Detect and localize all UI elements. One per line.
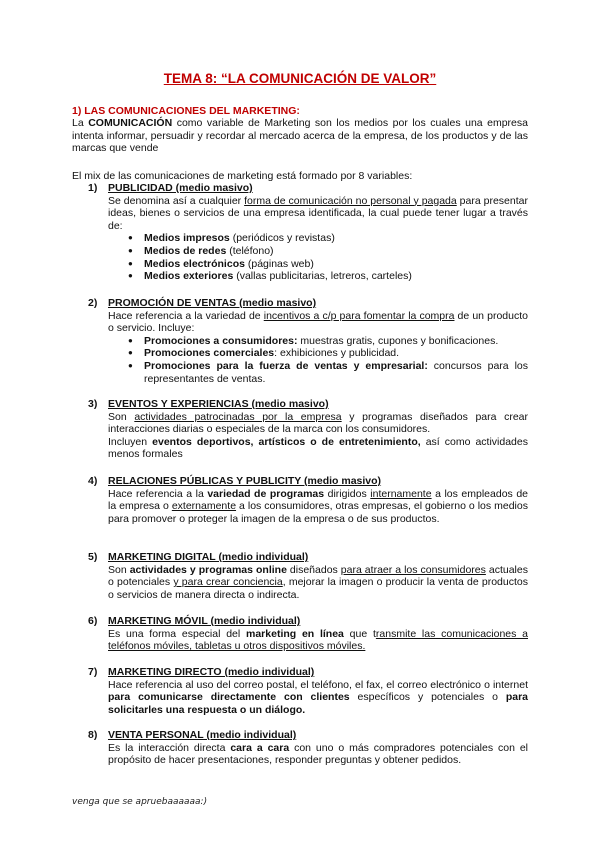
item-body: Hace referencia al uso del correo postal, el teléfono, el fax, el correo electrónico o internet para comunicarse directamente con clientes específicos y potenciales o para solicitarles una respuesta o un diálogo. <box>108 678 528 716</box>
item-heading: PUBLICIDAD (medio masivo) <box>108 182 253 194</box>
item-number: 8) <box>88 729 98 741</box>
item-body: Se denomina así a cualquier forma de comunicación no personal y pagada para presentar ideas, bienes o servicios de una empresa identificada, la cual puede tener lugar a través de: ● Medios impresos (periódicos y revistas) ● Medios de redes (teléfono) ● Medios electrónicos (páginas web) ● Medios exteriores (vallas publicitarias, letreros, carteles) <box>108 195 528 283</box>
item-number: 3) <box>88 398 98 410</box>
item-heading: EVENTOS Y EXPERIENCIAS (medio masivo) <box>108 398 329 410</box>
list-item: ● Promociones comerciales: exhibiciones y publicidad. <box>108 347 528 360</box>
list-item: ● Promociones para la fuerza de ventas y empresarial: concursos para los representantes de ventas. <box>108 360 528 385</box>
page-title: TEMA 8: “LA COMUNICACIÓN DE VALOR” <box>163 71 437 86</box>
item-number: 6) <box>88 615 98 627</box>
item-body: Es una forma especial del marketing en línea que transmite las comunicaciones a teléfonos móviles, tabletas u otros dispositivos móviles. <box>108 627 529 653</box>
list-item: ● Medios exteriores (vallas publicitarias, letreros, carteles) <box>108 270 528 283</box>
list-item: ● Medios impresos (periódicos y revistas) <box>108 232 528 245</box>
item-number: 1) <box>88 182 98 194</box>
handwritten-note: venga que se apruebaaaaaa:) <box>72 797 208 807</box>
bullet-list <box>108 232 528 282</box>
bullet-list <box>108 335 528 385</box>
item-heading: MARKETING DIRECTO (medio individual) <box>108 666 315 678</box>
section-heading: 1) LAS COMUNICACIONES DEL MARKETING: <box>72 105 300 117</box>
mix-intro: El mix de las comunicaciones de marketing está formado por 8 variables: <box>72 170 413 182</box>
item-body: Son actividades patrocinadas por la empresa y programas diseñados para crear interacciones diarias o especiales de la marca con los consumidores. Incluyen eventos deportivos, artísticos o de entretenimiento, así como actividades menos formales <box>108 410 528 461</box>
item-body: Es la interacción directa cara a cara con uno o más compradores potenciales con el propósito de hacer presentaciones, responder preguntas y obtener pedidos. <box>108 741 529 767</box>
item-heading: MARKETING MÓVIL (medio individual) <box>108 615 301 627</box>
item-body: Hace referencia a la variedad de incentivos a c/p para fomentar la compra de un producto o servicio. Incluye: ● Promociones a consumidores: muestras gratis, cupones y bonificaciones. ● Promociones comerciales: exhibiciones y publicidad. ● Promociones para la fuerza de ventas y empresarial: concursos para los representantes de ventas. <box>108 310 528 386</box>
item-number: 4) <box>88 475 98 487</box>
item-number: 7) <box>88 666 98 678</box>
list-item: ● Medios electrónicos (páginas web) <box>108 258 528 271</box>
item-number: 5) <box>88 551 98 563</box>
item-heading: PROMOCIÓN DE VENTAS (medio masivo) <box>108 297 317 309</box>
item-heading: MARKETING DIGITAL (medio individual) <box>108 551 309 563</box>
intro-paragraph: La COMUNICACIÓN como variable de Marketing son los medios por los cuales una empresa intenta informar, persuadir y recordar al mercado acerca de la empresa, de los productos y de las marcas que vende <box>72 117 528 155</box>
item-body: Son actividades y programas online diseñados para atraer a los consumidores actuales o potenciales y para crear conciencia, mejorar la imagen o producir la venta de productos o servicios de manera directa o indirecta. <box>108 563 528 601</box>
list-item: ● Medios de redes (teléfono) <box>108 245 528 258</box>
item-heading: VENTA PERSONAL (medio individual) <box>108 729 297 741</box>
item-heading: RELACIONES PÚBLICAS Y PUBLICITY (medio masivo) <box>108 475 382 487</box>
item-body: Hace referencia a la variedad de programas dirigidos internamente a los empleados de la empresa o externamente a los consumidores, otras empresas, el gobierno o los medios para promover o proteger la imagen de la empresa o de sus productos. <box>108 487 528 525</box>
list-item: ● Promociones a consumidores: muestras gratis, cupones y bonificaciones. <box>108 335 528 348</box>
item-number: 2) <box>88 297 98 309</box>
